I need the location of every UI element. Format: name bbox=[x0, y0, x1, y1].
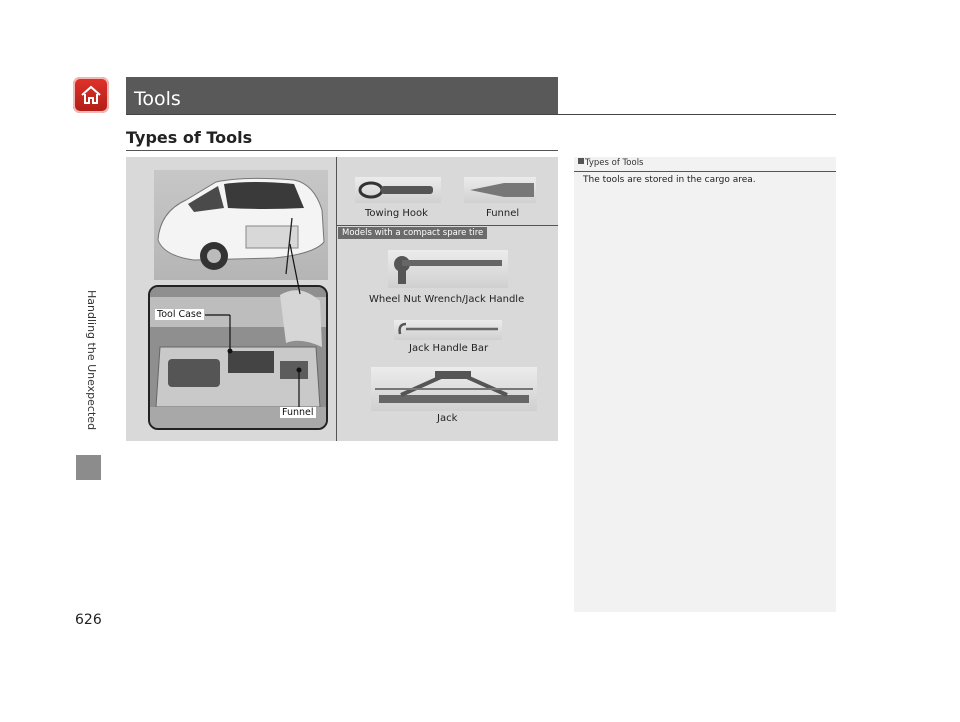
compact-spare-tag: Models with a compact spare tire bbox=[338, 227, 487, 239]
note-rule bbox=[574, 171, 836, 172]
page-title: Tools bbox=[134, 88, 181, 110]
page-number: 626 bbox=[75, 612, 102, 628]
note-panel bbox=[574, 157, 836, 612]
wheel-wrench-label: Wheel Nut Wrench/Jack Handle bbox=[369, 294, 525, 305]
jack-label: Jack bbox=[437, 413, 458, 424]
jack-handle-bar-label: Jack Handle Bar bbox=[409, 343, 489, 354]
funnel-tool-image bbox=[464, 177, 536, 203]
funnel-callout-label: Funnel bbox=[282, 407, 314, 418]
chapter-label: Handling the Unexpected bbox=[85, 290, 98, 431]
note-marker-icon bbox=[578, 158, 584, 164]
jack-image bbox=[371, 367, 537, 411]
funnel-label: Funnel bbox=[486, 208, 520, 219]
note-heading bbox=[578, 158, 644, 168]
jack-handle-bar-image bbox=[394, 320, 502, 340]
tool-case-label: Tool Case bbox=[157, 309, 202, 320]
section-title: Types of Tools bbox=[126, 128, 253, 147]
wheel-wrench-image bbox=[388, 250, 508, 288]
towing-hook-image bbox=[355, 177, 441, 203]
note-heading-text: Types of Tools bbox=[585, 158, 644, 168]
note-text: The tools are stored in the cargo area. bbox=[583, 175, 756, 185]
towing-hook-label: Towing Hook bbox=[365, 208, 428, 219]
